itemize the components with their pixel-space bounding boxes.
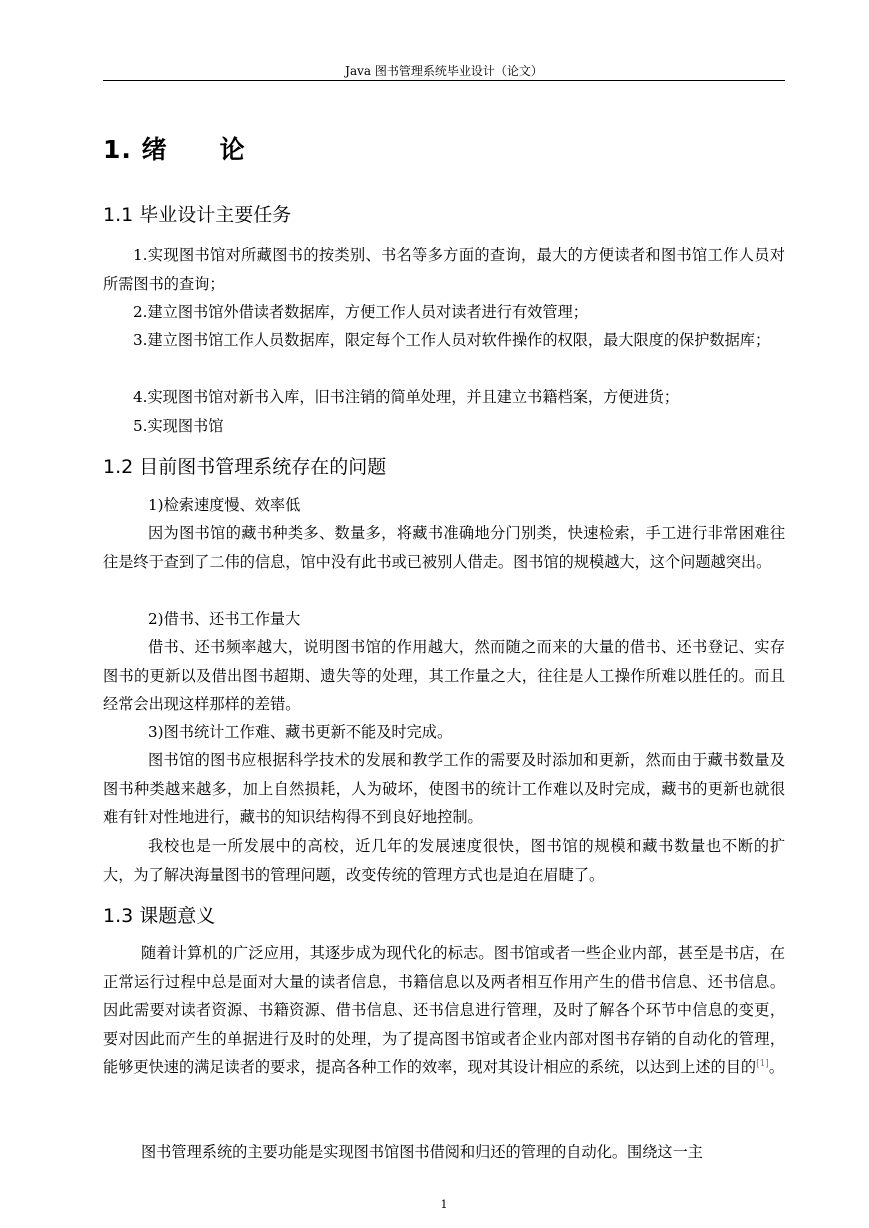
chapter-title: 1. 绪 论 — [103, 135, 246, 164]
task-item-5: 5.实现图书馆 — [133, 417, 224, 435]
problem-label-3: 3)图书统计工作难、藏书更新不能及时完成。 — [148, 723, 453, 741]
problem-label-1: 1)检索速度慢、效率低 — [148, 496, 301, 514]
header-rule — [103, 80, 785, 81]
problem-label-2: 2)借书、还书工作量大 — [148, 610, 301, 628]
significance-text: 随着计算机的广泛应用，其逐步成为现代化的标志。图书馆或者一些企业内部，甚至是书店，在正常运行过程中总是面对大量的读者信息，书籍信息以及两者相互作用产生的借书信息、还书信息。因此需要对读者资源、书籍资源、借书信息、还书信息进行管理，及时了解各个环节中信息的变更，要对因此而产生的单据进行及时的处理，为了提高图书馆或者企业内部对图书存销的自动化的管理，能够更快速的满足读者的要求，提高各种工作的效率，现对其设计相应的系统，以达到上述的目的 — [103, 944, 785, 1076]
task-item-2: 2.建立图书馆外借读者数据库，方便工作人员对读者进行有效管理； — [133, 303, 588, 321]
significance-paragraph-2: 图书管理系统的主要功能是实现图书馆图书借阅和归还的管理的自动化。围绕这一主 — [141, 1143, 703, 1161]
problem-body-3: 图书馆的图书应根据科学技术的发展和教学工作的需要及时添加和更新，然而由于藏书数量及图书种类越来越多，加上自然损耗，人为破坏，使图书的统计工作难以及时完成，藏书的更新也就很难有针对性地进行，藏书的知识结构得不到良好地控制。 — [103, 751, 785, 826]
section-heading-1-3: 1.3 课题意义 — [103, 905, 216, 927]
task-item-4: 4.实现图书馆对新书入库，旧书注销的简单处理，并且建立书籍档案，方便进货； — [133, 388, 680, 406]
section-heading-1-2: 1.2 目前图书管理系统存在的问题 — [103, 456, 387, 478]
significance-paragraph-1 — [103, 939, 785, 1082]
page-number: 1 — [440, 1198, 448, 1211]
problem-body-1: 因为图书馆的藏书种类多、数量多，将藏书准确地分门别类，快速检索，手工进行非常困难往往是终于查到了二伟的信息，馆中没有此书或已被别人借走。图书馆的规模越大，这个问题越突出。 — [103, 524, 785, 571]
sentence-end: 。 — [768, 1058, 784, 1076]
task-item-1: 1.实现图书馆对所藏图书的按类别、书名等多方面的查询，最大的方便读者和图书馆工作人员对所需图书的查询； — [103, 246, 785, 293]
citation-ref: [1] — [756, 1058, 769, 1069]
running-header: Java 图书管理系统毕业设计（论文） — [345, 64, 543, 78]
problem-body-4: 我校也是一所发展中的高校，近几年的发展速度很快，图书馆的规模和藏书数量也不断的扩大，为了解决海量图书的管理问题，改变传统的管理方式也是迫在眉睫了。 — [103, 837, 785, 884]
problem-body-2: 借书、还书频率越大，说明图书馆的作用越大，然而随之而来的大量的借书、还书登记、实存图书的更新以及借出图书超期、遗失等的处理，其工作量之大，往往是人工操作所难以胜任的。而且经常会出现这样那样的差错。 — [103, 638, 785, 713]
task-item-3: 3.建立图书馆工作人员数据库，限定每个工作人员对软件操作的权限，最大限度的保护数据库； — [133, 331, 771, 349]
section-heading-1-1: 1.1 毕业设计主要任务 — [103, 204, 292, 226]
